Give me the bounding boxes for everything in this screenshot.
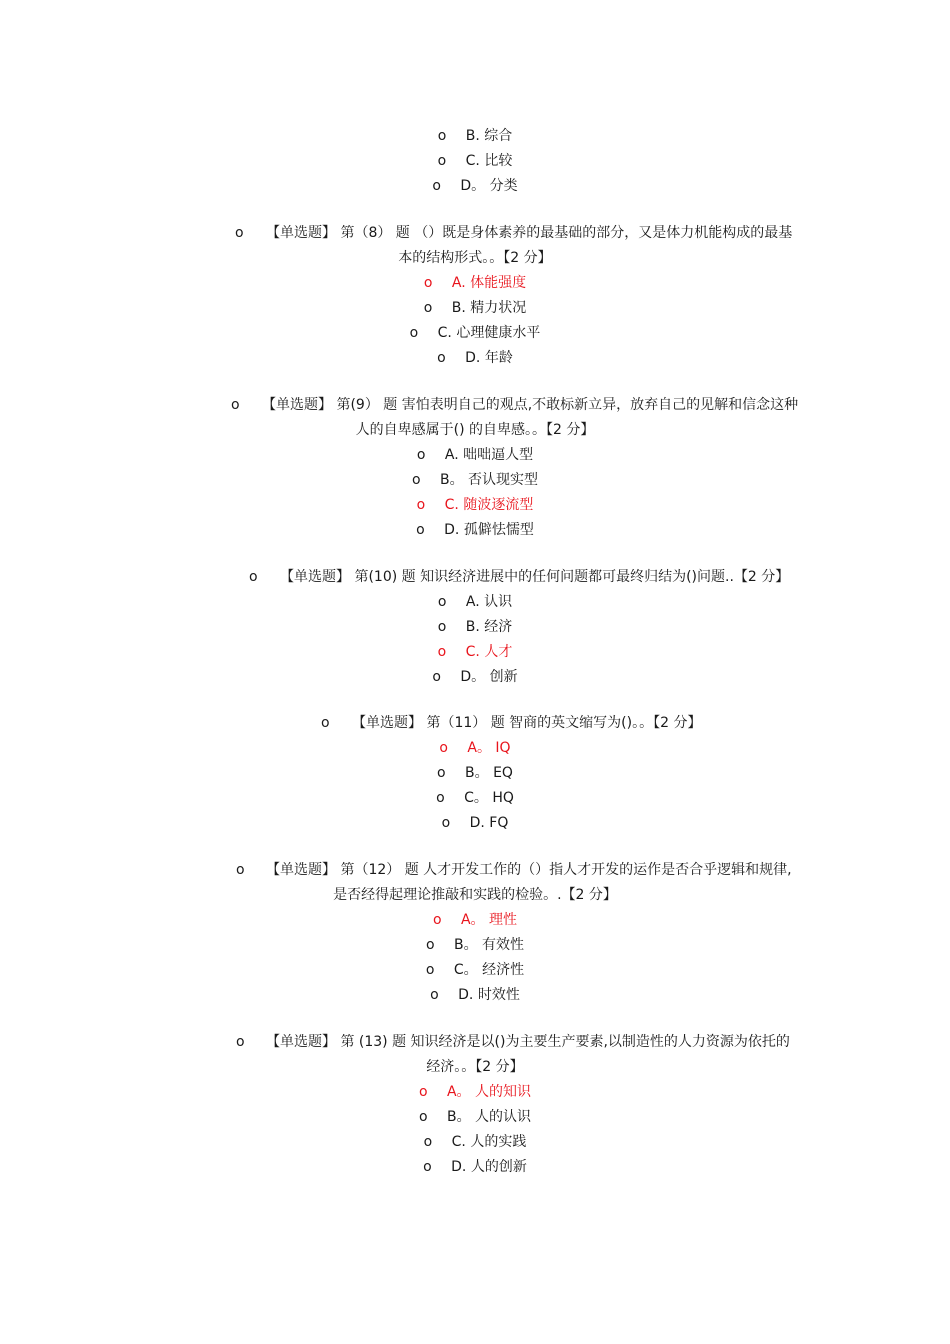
option-item — [0, 736, 950, 761]
option-item — [0, 296, 950, 321]
option-item — [0, 443, 950, 468]
question-10 — [0, 565, 950, 690]
question-text: 【单选题】 第（12） 题 人才开发工作的（）指人才开发的运作是否合乎逻辑和规律, — [266, 862, 792, 878]
question-line-1 — [0, 711, 950, 736]
option-bullet: o — [437, 765, 446, 781]
leading-option-list — [0, 124, 950, 199]
option-text: D. 年龄 — [465, 350, 513, 366]
option-text: B. 经济 — [465, 619, 513, 635]
option-text: C. 人才 — [465, 644, 513, 660]
option-bullet: o — [437, 153, 447, 169]
option-text: B。 EQ — [465, 765, 513, 781]
question-line-1 — [0, 565, 950, 590]
option-item — [0, 149, 950, 174]
question-13 — [0, 1030, 950, 1180]
question-line-2: 经济。。【2 分】 — [426, 1059, 524, 1075]
option-bullet: o — [425, 937, 435, 953]
option-text: C. 心理健康水平 — [437, 325, 541, 341]
option-item — [0, 615, 950, 640]
question-12 — [0, 858, 950, 1008]
option-text: B。 有效性 — [453, 937, 525, 953]
option-text: A. 咄咄逼人型 — [444, 447, 534, 463]
question-9 — [0, 393, 950, 543]
option-bullet: o — [439, 740, 448, 756]
question-bullet: o — [249, 569, 258, 585]
question-bullet: o — [236, 1034, 245, 1050]
option-item — [0, 811, 950, 836]
question-text: 【单选题】 第(9） 题 害怕表明自己的观点,不敢标新立异，放弃自己的见解和信念这种 — [262, 397, 799, 413]
option-bullet: o — [423, 1134, 433, 1150]
option-bullet: o — [437, 619, 447, 635]
option-item — [0, 493, 950, 518]
option-bullet: o — [437, 350, 446, 366]
question-text: 【单选题】 第（8） 题 （）既是身体素养的最基础的部分，又是体力机能构成的最基 — [266, 225, 793, 241]
question-bullet: o — [321, 715, 330, 731]
option-text: D. 时效性 — [458, 987, 520, 1003]
option-text: C. 人的实践 — [451, 1134, 527, 1150]
option-item — [0, 1105, 950, 1130]
question-text: 【单选题】 第(10) 题 知识经济进展中的任何问题都可最终归结为()问题..【2 分】 — [280, 569, 790, 585]
option-text: A。 IQ — [467, 740, 511, 756]
option-bullet: o — [425, 962, 435, 978]
option-bullet: o — [411, 472, 421, 488]
option-item — [0, 1155, 950, 1180]
option-text: B. 精力状况 — [451, 300, 527, 316]
option-bullet: o — [416, 497, 426, 513]
option-text: D。 分类 — [460, 178, 518, 194]
option-text: A. 体能强度 — [451, 275, 527, 291]
question-11 — [0, 711, 950, 836]
option-item — [0, 346, 950, 371]
question-line-1 — [0, 858, 950, 883]
option-text: D. 人的创新 — [451, 1159, 527, 1175]
question-line-1 — [0, 393, 950, 418]
question-text: 【单选题】 第（11） 题 智商的英文缩写为()。。【2 分】 — [352, 715, 702, 731]
option-item — [0, 1130, 950, 1155]
option-text: D. 孤僻怯懦型 — [444, 522, 534, 538]
option-item — [0, 933, 950, 958]
option-bullet: o — [432, 178, 441, 194]
option-bullet: o — [423, 1159, 432, 1175]
option-bullet: o — [430, 987, 439, 1003]
option-text: D. FQ — [469, 815, 509, 831]
option-item — [0, 958, 950, 983]
option-bullet: o — [437, 128, 447, 144]
question-text: 【单选题】 第 (13) 题 知识经济是以()为主要生产要素,以制造性的人力资源为依托的 — [266, 1034, 790, 1050]
option-bullet: o — [423, 275, 433, 291]
option-item — [0, 518, 950, 543]
option-item — [0, 271, 950, 296]
option-bullet: o — [418, 1109, 428, 1125]
question-bullet: o — [236, 862, 245, 878]
question-8 — [0, 221, 950, 371]
option-text: B. 综合 — [465, 128, 513, 144]
option-bullet: o — [409, 325, 419, 341]
option-item — [0, 590, 950, 615]
question-line-2: 人的自卑感属于() 的自卑感。。【2 分】 — [355, 422, 595, 438]
option-item — [0, 321, 950, 346]
option-item — [0, 468, 950, 493]
option-bullet: o — [436, 790, 445, 806]
option-text: D。 创新 — [460, 669, 518, 685]
question-line-2: 本的结构形式。。【2 分】 — [398, 250, 552, 266]
option-text: A. 认识 — [465, 594, 513, 610]
option-bullet: o — [423, 300, 433, 316]
option-bullet: o — [441, 815, 451, 831]
option-bullet: o — [432, 669, 441, 685]
option-text: B。 人的认识 — [446, 1109, 532, 1125]
option-text: C. 比较 — [465, 153, 513, 169]
option-item — [0, 174, 950, 199]
option-text: C。 经济性 — [453, 962, 525, 978]
option-item — [0, 908, 950, 933]
option-item — [0, 761, 950, 786]
option-item — [0, 665, 950, 690]
option-text: A。 人的知识 — [446, 1084, 532, 1100]
option-text: B。 否认现实型 — [439, 472, 539, 488]
option-item — [0, 124, 950, 149]
option-bullet: o — [437, 644, 447, 660]
question-line-1 — [0, 1030, 950, 1055]
option-item — [0, 983, 950, 1008]
option-text: C. 随波逐流型 — [444, 497, 534, 513]
option-text: C。 HQ — [464, 790, 514, 806]
option-bullet: o — [418, 1084, 428, 1100]
option-item — [0, 1080, 950, 1105]
question-bullet: o — [235, 225, 244, 241]
option-item — [0, 786, 950, 811]
question-line-1 — [0, 221, 950, 246]
option-item — [0, 640, 950, 665]
question-line-2: 是否经得起理论推敲和实践的检验。.【2 分】 — [333, 887, 617, 903]
option-bullet: o — [416, 447, 426, 463]
option-bullet: o — [437, 594, 447, 610]
question-bullet: o — [231, 397, 240, 413]
option-bullet: o — [416, 522, 425, 538]
option-bullet: o — [432, 912, 442, 928]
option-text: A。 理性 — [460, 912, 518, 928]
